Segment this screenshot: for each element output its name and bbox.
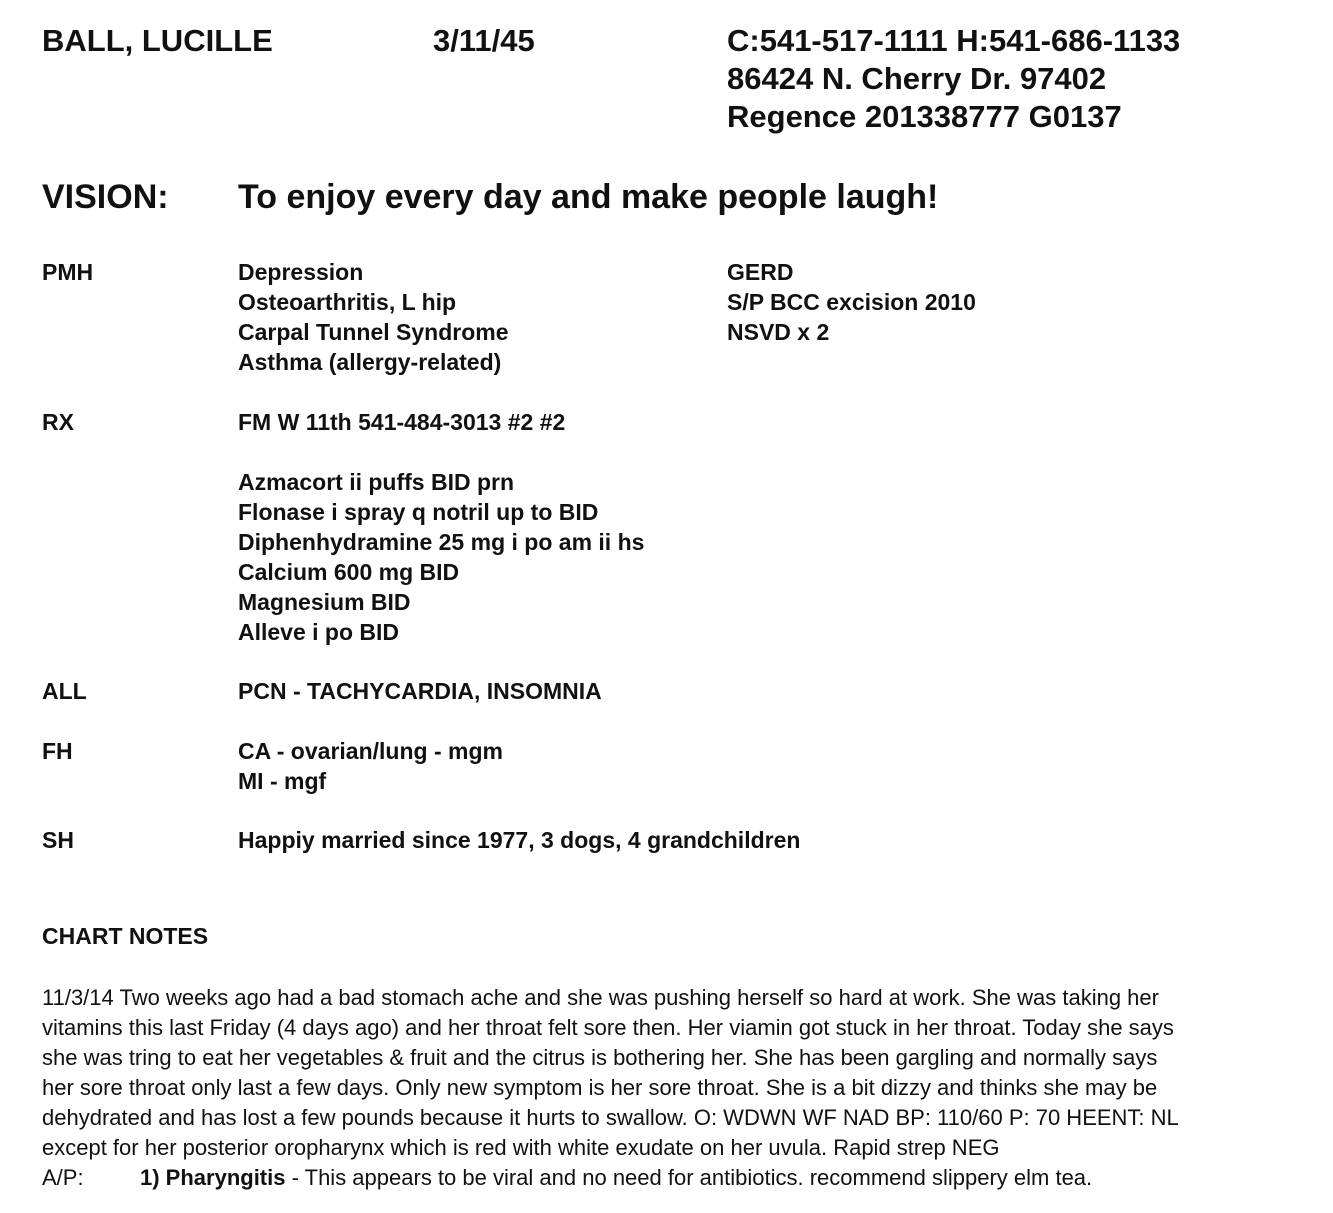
rx-med-item: Magnesium BID	[238, 589, 411, 615]
patient-phones: C:541-517-1111 H:541-686-1133	[727, 23, 1181, 58]
pmh-label: PMH	[42, 259, 94, 285]
chart-notes-title: CHART NOTES	[42, 923, 209, 949]
pmh-item: Depression	[238, 259, 364, 285]
rx-med-item: Azmacort ii puffs BID prn	[238, 469, 515, 495]
patient-insurance: Regence 201338777 G0137	[727, 99, 1122, 134]
chart-note-line: 11/3/14 Two weeks ago had a bad stomach ache and she was pushing herself so hard at work. She was taking her	[42, 985, 1159, 1010]
pmh-item: Asthma (allergy-related)	[238, 349, 502, 375]
family-history-label: FH	[42, 738, 73, 764]
vision-label: VISION:	[42, 178, 169, 216]
pmh-item: GERD	[727, 259, 794, 285]
pmh-item: Carpal Tunnel Syndrome	[238, 319, 509, 345]
chart-note-line: dehydrated and has lost a few pounds because it hurts to swallow. O: WDWN WF NAD BP: 110/60 P: 70 HEENT: NL	[42, 1105, 1179, 1130]
rx-pharmacy: FM W 11th 541-484-3013 #2 #2	[238, 409, 566, 435]
pmh-list-col2	[727, 257, 976, 347]
family-history-item: CA - ovarian/lung - mgm	[238, 738, 503, 764]
patient-address: 86424 N. Cherry Dr. 97402	[727, 61, 1107, 96]
family-history-list	[238, 736, 503, 796]
chart-note-line: except for her posterior oropharynx which is red with white exudate on her uvula. Rapid strep NEG	[42, 1135, 1000, 1160]
rx-med-item: Calcium 600 mg BID	[238, 559, 460, 585]
chart-notes-body	[42, 983, 1179, 1193]
chart-note-line: she was tring to eat her vegetables & fruit and the citrus is bothering her. She has been gargling and normally says	[42, 1045, 1158, 1070]
assessment-plan-row	[42, 1163, 1179, 1193]
pmh-item: S/P BCC excision 2010	[727, 289, 976, 315]
patient-name: BALL, LUCILLE	[42, 23, 273, 58]
rx-med-item: Flonase i spray q notril up to BID	[238, 499, 599, 525]
rx-label: RX	[42, 409, 74, 435]
rx-med-item: Diphenhydramine 25 mg i po am ii hs	[238, 529, 645, 555]
assessment-item: 1) Pharyngitis	[140, 1165, 286, 1190]
allergies-text: PCN - TACHYCARDIA, INSOMNIA	[238, 678, 602, 704]
rx-med-item: Alleve i po BID	[238, 619, 400, 645]
chart-note-line: her sore throat only last a few days. Only new symptom is her sore throat. She is a bit dizzy and thinks she may be	[42, 1075, 1158, 1100]
chart-note-line: vitamins this last Friday (4 days ago) and her throat felt sore then. Her viamin got stuck in her throat. Today she says	[42, 1015, 1174, 1040]
assessment-plan-label: A/P:	[42, 1165, 84, 1190]
assessment-text: - This appears to be viral and no need for antibiotics. recommend slippery elm tea.	[285, 1165, 1093, 1190]
pmh-item: Osteoarthritis, L hip	[238, 289, 457, 315]
pmh-list-col1	[238, 257, 509, 377]
allergies-label: ALL	[42, 678, 87, 704]
rx-med-list	[238, 467, 644, 647]
pmh-item: NSVD x 2	[727, 319, 830, 345]
patient-dob: 3/11/45	[433, 23, 535, 58]
family-history-item: MI - mgf	[238, 768, 327, 794]
vision-text: To enjoy every day and make people laugh!	[238, 178, 939, 216]
social-history-text: Happiy married since 1977, 3 dogs, 4 grandchildren	[238, 827, 801, 853]
social-history-label: SH	[42, 827, 74, 853]
